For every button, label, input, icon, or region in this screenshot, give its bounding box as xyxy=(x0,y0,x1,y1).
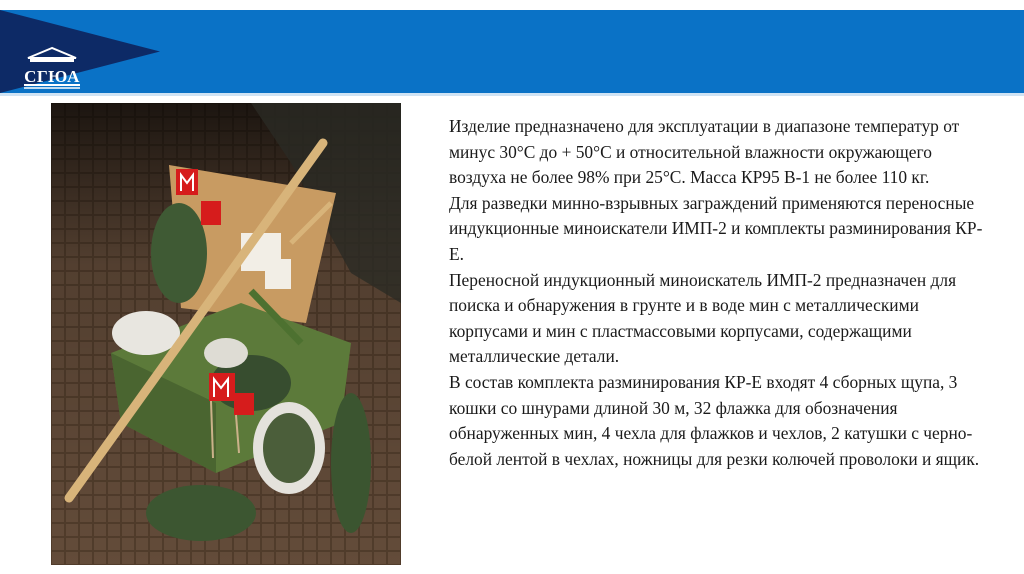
paragraph-specs: Изделие предназначено для эксплуатации в диапазоне температур от минус 30°С до + 50°С и относительной влажности окружающего воздуха не более 98% при 25°С. Масса КР95 В-1 не более 110 кг. xyxy=(449,116,960,188)
description-text xyxy=(449,114,989,472)
equipment-photo xyxy=(51,103,401,565)
logo-text: СГЮА xyxy=(24,67,80,86)
header-divider xyxy=(0,93,1024,96)
paragraph-mine-detector: Переносной индукционный миноискатель ИМП-2 предназначен для поиска и обнаружения в грунте и в воде мин с металлическими корпусами и мин с пластмассовыми корпусами, содержащими металлические детали. xyxy=(449,269,957,367)
paragraph-reconnaissance: Для разведки минно-взрывных заграждений применяются переносные индукционные миноискатели ИМП-2 и комплекты разминирования КР-Е. xyxy=(449,192,983,264)
paragraph-kit-contents: В состав комплекта разминирования КР-Е входят 4 сборных щупа, 3 кошки со шнурами длиной 30 м, 32 флажка для обозначения обнаруженных мин, 4 чехла для флажков и чехлов, 2 катушки с черно-белой лентой в чехлах, ножницы для резки колючей проволоки и ящик. xyxy=(449,371,980,469)
equipment-kit-photo-icon xyxy=(51,103,401,565)
